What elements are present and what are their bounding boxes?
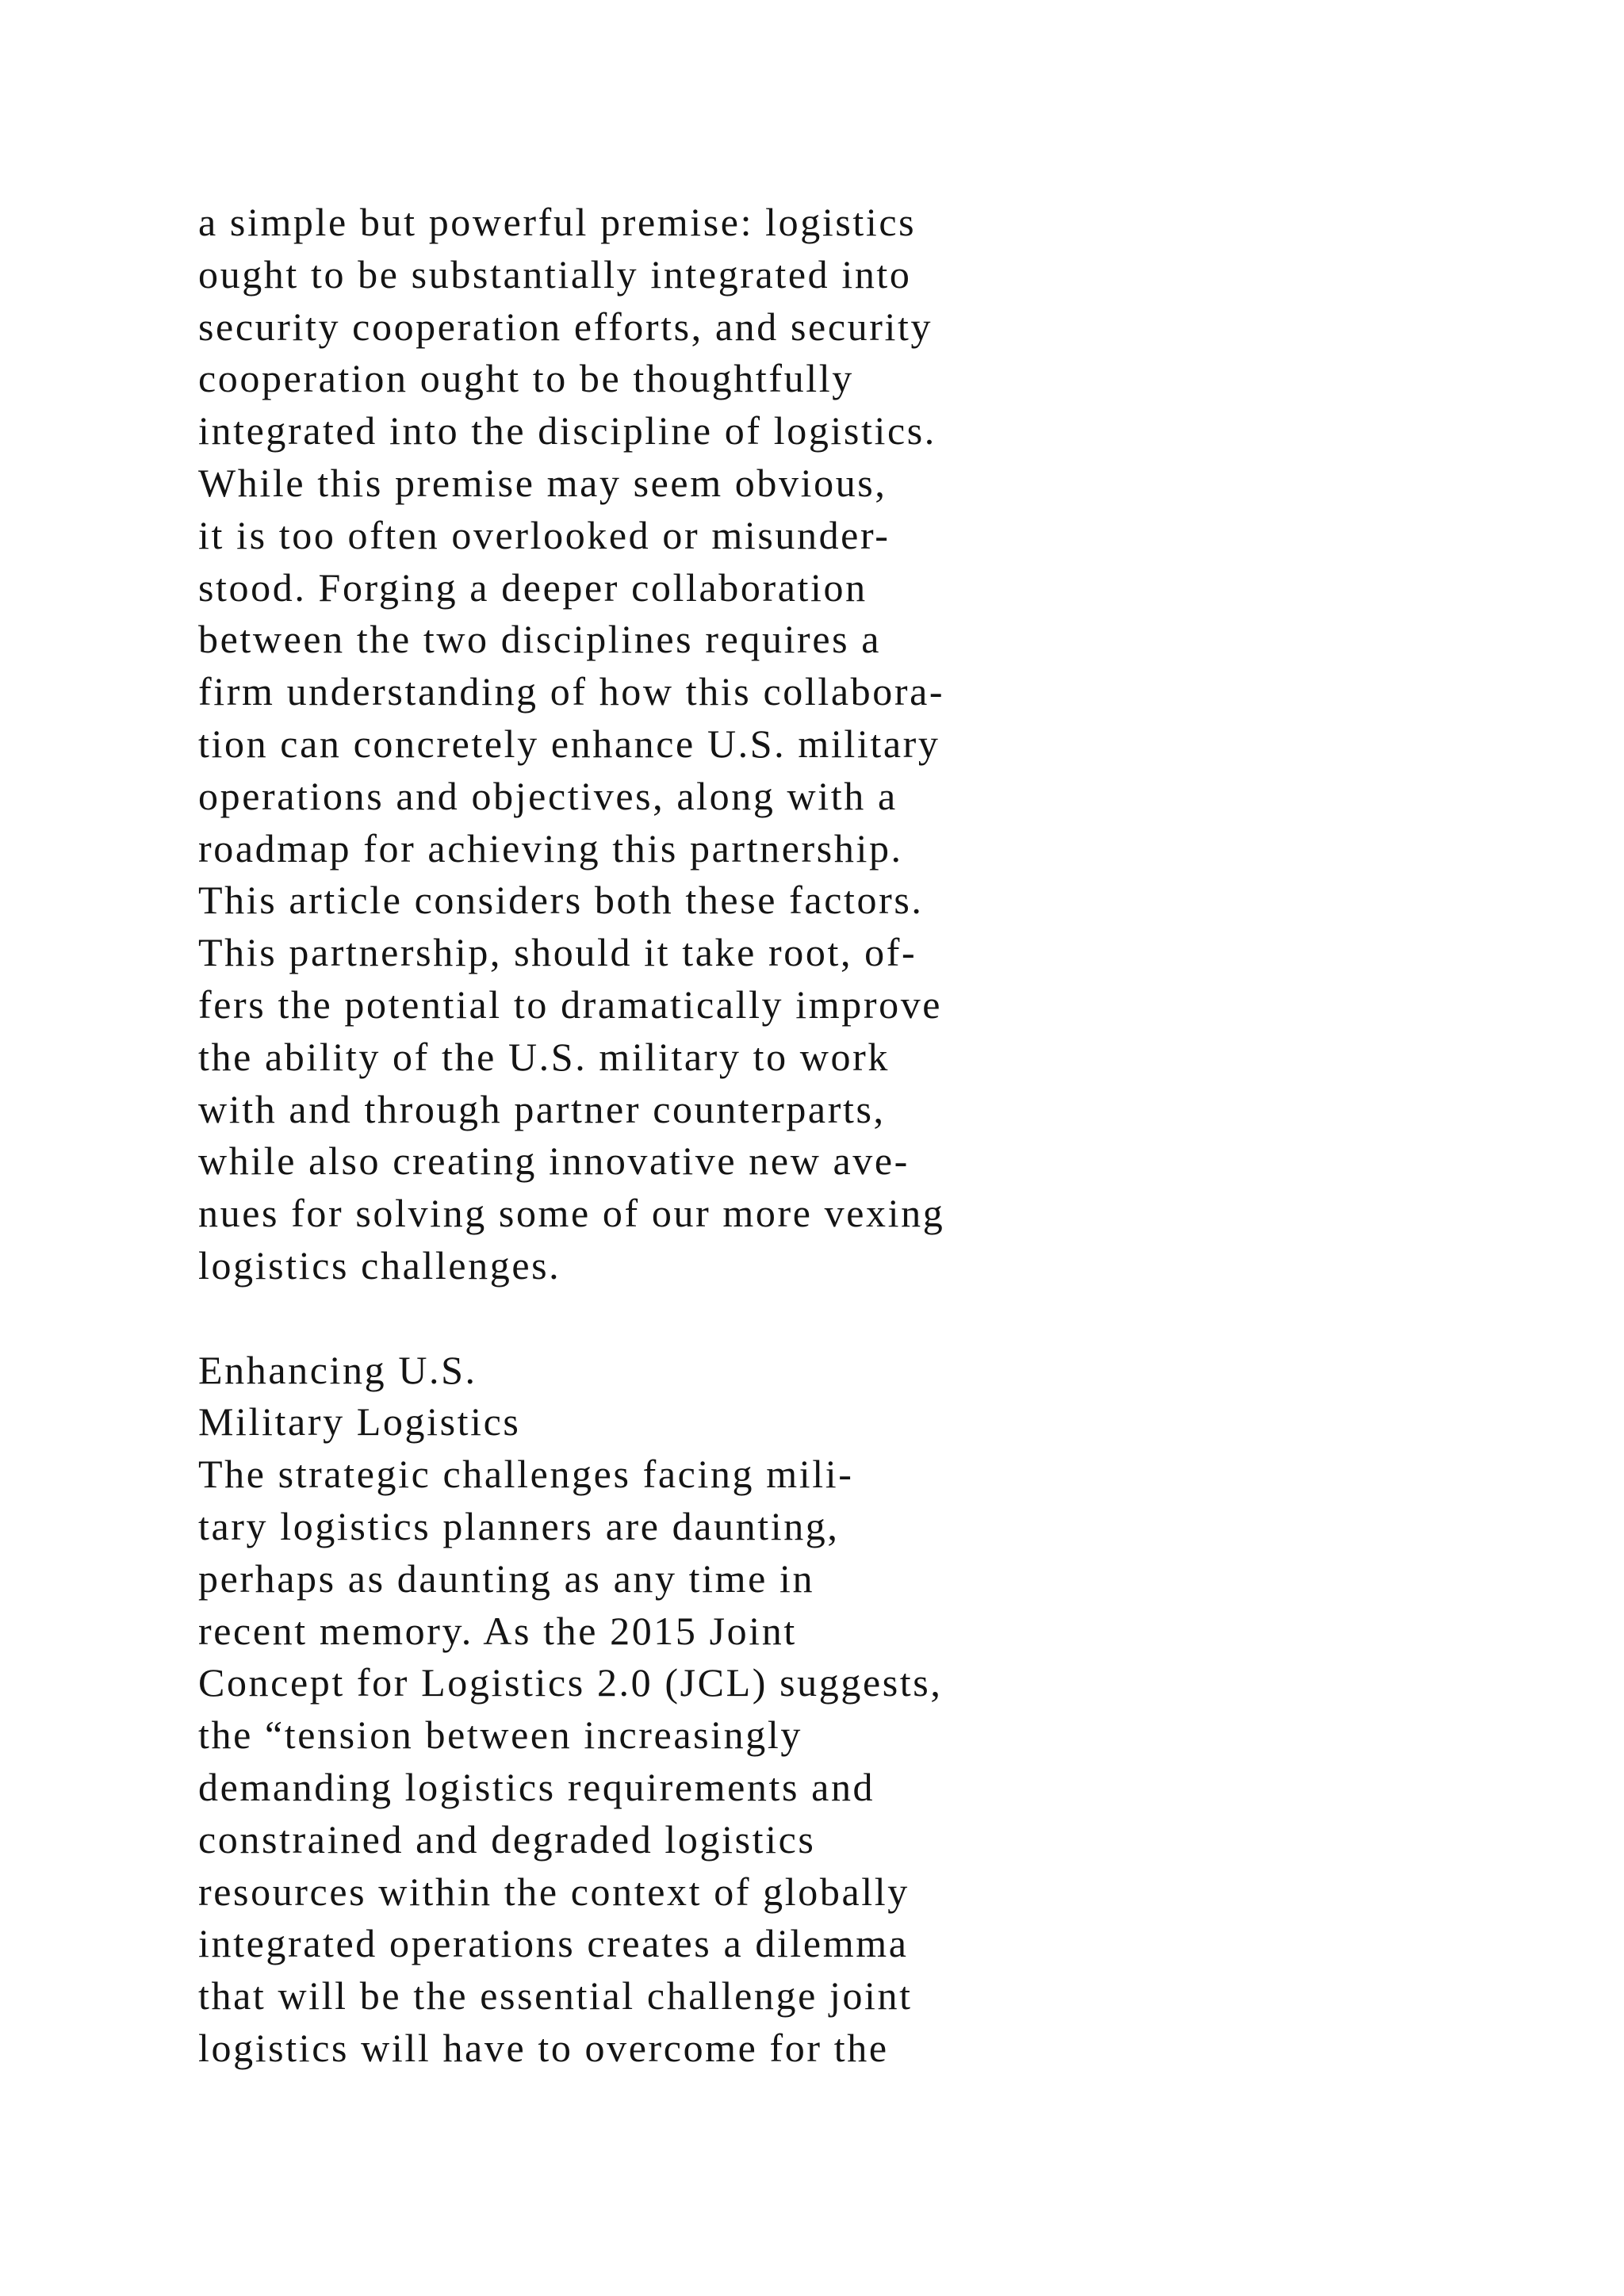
text-line: integrated operations creates a dilemma: [198, 1921, 909, 1966]
text-line: security cooperation efforts, and security: [198, 304, 933, 349]
text-line: logistics will have to overcome for the: [198, 2025, 889, 2070]
text-line: operations and objectives, along with a: [198, 773, 898, 818]
heading-line: Military Logistics: [198, 1399, 521, 1445]
paragraph-spacer: [198, 1292, 1071, 1345]
text-line: The strategic challenges facing mili-: [198, 1452, 854, 1497]
text-line: firm understanding of how this collabora-: [198, 669, 945, 714]
text-line: logistics challenges.: [198, 1242, 561, 1288]
text-line: fers the potential to dramatically improve: [198, 982, 943, 1027]
text-line: that will be the essential challenge joint: [198, 1973, 913, 2019]
text-line: it is too often overlooked or misunder-: [198, 512, 891, 557]
text-line: tary logistics planners are daunting,: [198, 1503, 840, 1548]
text-column: [198, 197, 1071, 2075]
text-line: the “tension between increasingly: [198, 1712, 802, 1758]
text-line: recent memory. As the 2015 Joint: [198, 1608, 797, 1653]
section-heading: [198, 1345, 1071, 1449]
text-line: This article considers both these factors.: [198, 878, 924, 923]
text-line: the ability of the U.S. military to work: [198, 1034, 890, 1079]
heading-line: Enhancing U.S.: [198, 1347, 477, 1392]
body-paragraph-1: [198, 197, 1071, 1292]
text-line: ought to be substantially integrated into: [198, 251, 912, 297]
text-line: stood. Forging a deeper collaboration: [198, 564, 868, 610]
text-line: constrained and degraded logistics: [198, 1816, 816, 1862]
text-line: This partnership, should it take root, of-: [198, 930, 917, 975]
text-line: resources within the context of globally: [198, 1869, 910, 1914]
text-line: roadmap for achieving this partnership.: [198, 825, 903, 871]
text-line: between the two disciplines requires a: [198, 617, 882, 662]
text-line: demanding logistics requirements and: [198, 1764, 875, 1809]
text-line: While this premise may seem obvious,: [198, 460, 887, 505]
text-line: nues for solving some of our more vexing: [198, 1191, 945, 1236]
text-line: a simple but powerful premise: logistics: [198, 200, 917, 244]
text-line: tion can concretely enhance U.S. military: [198, 721, 940, 766]
text-line: with and through partner counterparts,: [198, 1086, 886, 1131]
text-line: while also creating innovative new ave-: [198, 1138, 910, 1184]
text-line: integrated into the discipline of logistics.: [198, 408, 936, 453]
body-paragraph-2: [198, 1448, 1071, 2075]
text-line: cooperation ought to be thoughtfully: [198, 356, 854, 401]
text-line: Concept for Logistics 2.0 (JCL) suggests,: [198, 1660, 943, 1705]
text-line: perhaps as daunting as any time in: [198, 1556, 815, 1601]
